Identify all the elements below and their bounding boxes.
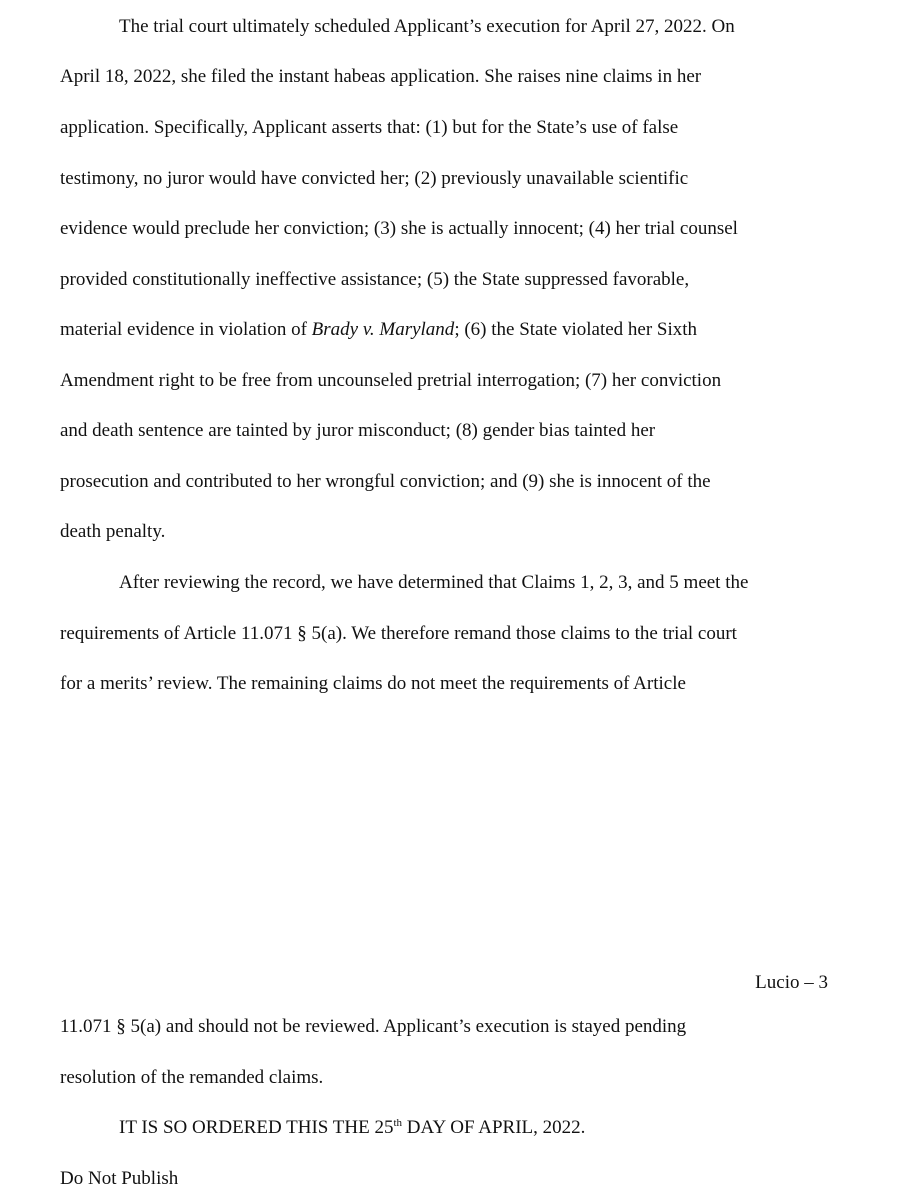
paragraph-1-line-10: prosecution and contributed to her wrongful conviction; and (9) she is innocent of the	[60, 471, 711, 492]
paragraph-1-line-9: and death sentence are tainted by juror misconduct; (8) gender bias tainted her	[60, 420, 656, 441]
paragraph-1-line-1: The trial court ultimately scheduled Applicant’s execution for April 27, 2022. On	[119, 16, 735, 37]
line-7-after: ; (6) the State violated her Sixth	[454, 319, 698, 340]
paragraph-1-line-2: April 18, 2022, she filed the instant habeas application. She raises nine claims in her	[60, 66, 702, 87]
page-2-paragraph-line-2: resolution of the remanded claims.	[60, 1067, 324, 1088]
paragraph-1-line-7	[60, 320, 697, 339]
line-7-before: material evidence in violation of	[60, 319, 312, 340]
publication-note: Do Not Publish	[60, 1168, 179, 1189]
page-2-paragraph-line-1: 11.071 § 5(a) and should not be reviewed. Applicant’s execution is stayed pending	[60, 1016, 687, 1037]
page-header: Lucio – 3	[755, 972, 828, 993]
paragraph-1-line-5: evidence would preclude her conviction; (3) she is actually innocent; (4) her trial counsel	[60, 218, 738, 239]
paragraph-2-line-3: for a merits’ review. The remaining claims do not meet the requirements of Article	[60, 673, 686, 694]
paragraph-1-line-4: testimony, no juror would have convicted her; (2) previously unavailable scientific	[60, 168, 689, 189]
paragraph-2-line-1: After reviewing the record, we have determined that Claims 1, 2, 3, and 5 meet the	[119, 572, 749, 593]
case-name: Brady v. Maryland	[311, 319, 455, 340]
paragraph-1-line-3: application. Specifically, Applicant asserts that: (1) but for the State’s use of false	[60, 117, 679, 138]
paragraph-1-line-8: Amendment right to be free from uncounseled pretrial interrogation; (7) her conviction	[60, 370, 722, 391]
paragraph-2-line-2: requirements of Article 11.071 § 5(a). We therefore remand those claims to the trial court	[60, 623, 737, 644]
order-ordinal: th	[393, 1117, 403, 1129]
order-before: IT IS SO ORDERED THIS THE 25	[119, 1117, 394, 1138]
paragraph-1-line-6: provided constitutionally ineffective assistance; (5) the State suppressed favorable,	[60, 269, 690, 290]
order-after: DAY OF APRIL, 2022.	[402, 1117, 586, 1138]
paragraph-1-line-11: death penalty.	[60, 521, 166, 542]
order-statement	[119, 1118, 585, 1137]
